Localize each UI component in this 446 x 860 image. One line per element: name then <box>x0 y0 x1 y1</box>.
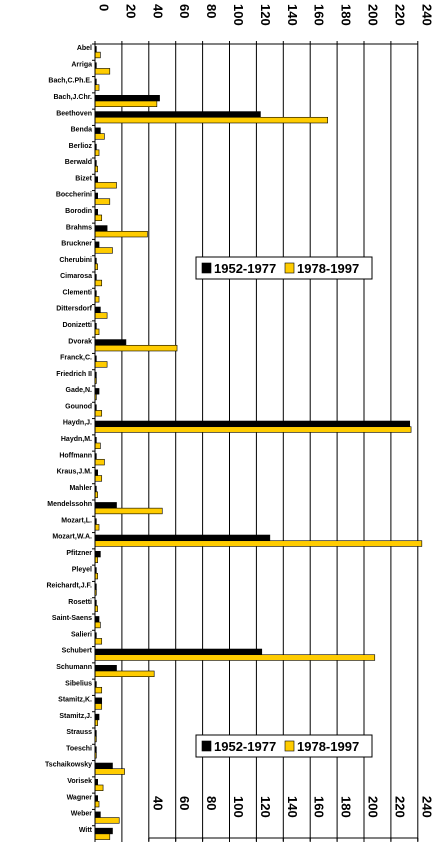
top-tick-label: 180 <box>338 4 354 26</box>
bar-1978-1997 <box>95 459 104 465</box>
bar-1952-1977 <box>95 95 160 101</box>
bar-1978-1997 <box>95 215 102 221</box>
category-label: Witt <box>78 826 92 834</box>
category-label: Vorisek <box>67 778 92 785</box>
bottom-tick-label: 160 <box>311 796 327 818</box>
category-label: Bach,C.Ph.E. <box>48 77 92 85</box>
bar-1978-1997 <box>95 134 104 140</box>
bar-1978-1997 <box>95 638 102 644</box>
bar-1952-1977 <box>95 340 126 346</box>
bar-1978-1997 <box>95 85 99 91</box>
bar-1978-1997 <box>95 818 119 824</box>
category-label: Hoffmann <box>59 452 92 460</box>
category-label: Boccherini <box>55 191 92 199</box>
category-label: Gounod <box>65 403 92 411</box>
category-label: Pfitzner <box>66 550 92 557</box>
category-label: Pleyel <box>71 566 92 574</box>
bar-1952-1977 <box>95 242 99 248</box>
bar-1978-1997 <box>95 296 99 302</box>
bar-1978-1997 <box>95 834 110 840</box>
bar-1952-1977 <box>95 128 100 134</box>
top-axis <box>95 4 434 44</box>
bottom-tick-label: 180 <box>338 796 354 818</box>
bar-1978-1997 <box>95 313 107 319</box>
bar-1978-1997 <box>95 622 100 628</box>
bar-1978-1997 <box>95 117 328 123</box>
bottom-tick-label: 60 <box>177 796 193 811</box>
category-label: Dittersdorf <box>56 305 92 313</box>
bar-1952-1977 <box>95 812 100 818</box>
category-label: Cimarosa <box>60 273 92 281</box>
bar-1978-1997 <box>95 199 110 205</box>
bar-1952-1977 <box>95 421 410 427</box>
bar-1978-1997 <box>95 52 100 58</box>
bar-1978-1997 <box>95 427 411 433</box>
bar-1978-1997 <box>95 524 99 530</box>
category-label: Rosetti <box>68 598 92 606</box>
legend-label-1952-1977: 1952-1977 <box>214 261 277 276</box>
bar-1952-1977 <box>95 307 100 313</box>
bar-1952-1977 <box>95 226 107 232</box>
category-labels <box>45 45 93 834</box>
bottom-tick-label: 200 <box>365 796 381 818</box>
bar-1978-1997 <box>95 655 375 661</box>
bar-1952-1977 <box>95 698 102 704</box>
legend-label-1978-1997: 1978-1997 <box>297 261 360 276</box>
category-label: Stamitz,J. <box>59 712 92 720</box>
top-tick-label: 60 <box>177 4 193 19</box>
category-label: Bach,J.Chr. <box>53 94 92 101</box>
category-label: Bizet <box>75 175 92 183</box>
bottom-tick-label: 120 <box>257 796 273 818</box>
category-label: Reichardt,J.F. <box>46 582 92 590</box>
category-label: Mozart,W.A. <box>52 533 92 541</box>
bar-1952-1977 <box>95 112 260 118</box>
bar-1978-1997 <box>95 329 99 335</box>
top-tick-label: 160 <box>311 4 327 26</box>
category-label: Toeschi <box>66 745 92 753</box>
category-label: Dvorak <box>68 338 92 346</box>
bar-1978-1997 <box>95 801 99 807</box>
category-label: Berlioz <box>68 142 92 150</box>
bottom-tick-label: 40 <box>150 796 166 811</box>
bar-1952-1977 <box>95 714 99 720</box>
category-label: Strauss <box>66 729 92 737</box>
category-label: Haydn,J. <box>62 419 92 427</box>
legend-label-1952-1977: 1952-1977 <box>214 739 277 754</box>
y-axis <box>92 44 95 842</box>
bar-1978-1997 <box>95 345 177 351</box>
legend-swatch-1978-1997 <box>285 263 294 273</box>
category-label: Arriga <box>71 61 92 69</box>
bar-1952-1977 <box>95 551 100 557</box>
top-tick-label: 240 <box>419 4 435 26</box>
category-label: Sibelius <box>65 680 92 688</box>
top-tick-label: 20 <box>123 4 139 19</box>
bar-1952-1977 <box>95 649 262 655</box>
legends <box>196 257 372 757</box>
top-tick-label: 40 <box>150 4 166 19</box>
bar-1978-1997 <box>95 541 422 547</box>
category-label: Weber <box>70 810 92 818</box>
category-label: Borodin <box>65 208 92 215</box>
bar-1952-1977 <box>95 665 117 671</box>
bar-1978-1997 <box>95 248 112 254</box>
category-label: Mozart,L. <box>61 517 92 525</box>
top-tick-label: 140 <box>284 4 300 26</box>
legend-swatch-1952-1977 <box>202 741 211 751</box>
bar-1952-1977 <box>95 535 270 541</box>
category-label: Schumann <box>56 664 92 671</box>
top-tick-label: 120 <box>257 4 273 26</box>
category-label: Cherubini <box>59 256 92 264</box>
top-tick-label: 200 <box>365 4 381 26</box>
category-label: Wagner <box>66 794 92 802</box>
bar-1978-1997 <box>95 785 103 791</box>
category-label: Schubert <box>61 647 92 655</box>
legend-swatch-1952-1977 <box>202 263 211 273</box>
category-label: Saint-Saens <box>51 615 92 623</box>
legend-label-1978-1997: 1978-1997 <box>297 739 360 754</box>
category-label: Salieri <box>70 631 92 639</box>
bar-1978-1997 <box>95 687 102 693</box>
bar-1952-1977 <box>95 828 112 834</box>
category-label: Franck,C. <box>60 354 92 362</box>
bar-1952-1977 <box>95 616 99 622</box>
bar-1952-1977 <box>95 763 112 769</box>
category-label: Brahms <box>65 224 92 232</box>
category-label: Kraus,J.M. <box>56 468 92 476</box>
bottom-tick-label: 140 <box>284 796 300 818</box>
bar-1978-1997 <box>95 410 102 416</box>
category-label: Gade,N. <box>65 387 92 395</box>
category-label: Friedrich II <box>56 370 92 378</box>
legend <box>196 257 372 279</box>
category-label: Stamitz,K. <box>58 696 92 704</box>
bars <box>95 46 422 839</box>
bar-1978-1997 <box>95 362 107 368</box>
bar-1952-1977 <box>95 388 99 394</box>
bar-1978-1997 <box>95 68 110 74</box>
bar-1978-1997 <box>95 769 125 775</box>
category-label: Donizetti <box>62 322 92 329</box>
top-tick-label: 100 <box>231 4 246 26</box>
bar-1978-1997 <box>95 443 100 449</box>
bottom-tick-label: 220 <box>392 796 408 818</box>
grid-lines <box>122 44 418 842</box>
category-label: Abel <box>76 45 92 53</box>
top-tick-label: 220 <box>392 4 408 26</box>
category-label: Beethoven <box>56 110 92 118</box>
category-label: Haydn,M. <box>60 436 92 443</box>
bar-1978-1997 <box>95 231 147 237</box>
bar-1978-1997 <box>95 101 157 107</box>
bar-1952-1977 <box>95 502 117 508</box>
top-tick-label: 0 <box>96 4 112 12</box>
top-tick-label: 80 <box>204 4 220 19</box>
bottom-axis <box>149 796 435 841</box>
category-label: Tschaikowsky <box>45 761 92 769</box>
bar-1978-1997 <box>95 150 99 156</box>
bottom-tick-label: 100 <box>231 796 246 818</box>
category-label: Benda <box>70 126 92 134</box>
bar-1978-1997 <box>95 280 102 286</box>
bar-1978-1997 <box>95 508 162 514</box>
legend <box>196 735 372 757</box>
legend-swatch-1978-1997 <box>285 741 294 751</box>
category-label: Clementi <box>62 289 92 297</box>
category-label: Mahler <box>69 484 92 492</box>
category-label: Mendelssohn <box>47 501 92 509</box>
bottom-tick-label: 240 <box>419 796 435 818</box>
category-label: Berwald <box>64 159 92 167</box>
bar-1978-1997 <box>95 476 102 482</box>
bar-1978-1997 <box>95 182 117 188</box>
bar-1978-1997 <box>95 704 102 710</box>
bottom-tick-label: 80 <box>204 796 220 811</box>
category-label: Bruckner <box>61 240 92 248</box>
bar-1978-1997 <box>95 671 154 677</box>
